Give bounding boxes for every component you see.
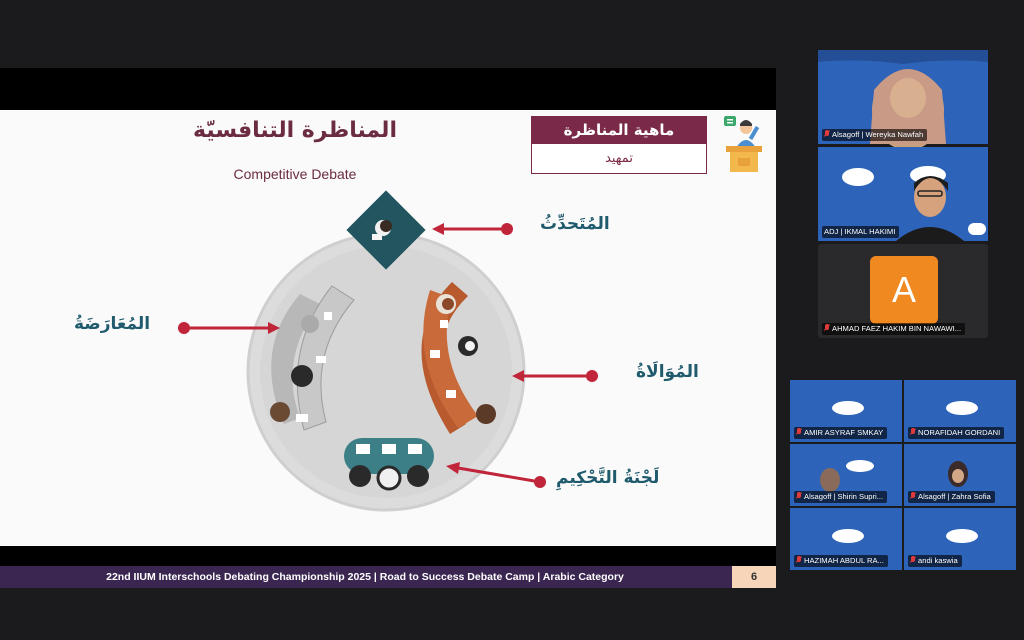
participant-tile-amir[interactable] [790,380,902,442]
mic-muted-icon [910,556,916,564]
judges-table [344,438,434,489]
participant-tile-wereyka[interactable] [818,50,988,144]
participant-tile-andi[interactable] [904,508,1016,570]
arrow-speaker [432,223,513,235]
participant-name: Alsagoff | Wereyka Nawfah [822,129,927,141]
participant-name: andi kaswia [908,555,962,567]
participant-name: ADJ | IKMAL HAKIMI [822,226,899,238]
participant-name: Alsagoff | Shirin Supri... [794,491,887,503]
participant-name: AMIR ASYRAF SMKAY [794,427,887,439]
page-number: 6 [732,566,776,588]
participant-name: Alsagoff | Zahra Sofia [908,491,995,503]
participant-tile-hazimah[interactable] [790,508,902,570]
participant-tile-zahra[interactable] [904,444,1016,506]
role-label-opposition: المُعَارَضَةُ [74,314,151,334]
shared-slide [0,68,776,583]
participant-tile-ahmad[interactable] [818,244,988,338]
mic-muted-icon [824,130,830,138]
section-subheading: تمهيد [605,151,633,166]
participant-tile-shirin[interactable] [790,444,902,506]
participant-name: NORAFIDAH GORDANI [908,427,1004,439]
avatar: A [870,256,938,324]
mic-muted-icon [910,492,916,500]
role-label-judges: لَجْنَةُ التَّحْكِيمِ [556,468,660,488]
mic-muted-icon [796,428,802,436]
slide-footer [0,566,776,588]
participant-name: HAZIMAH ABDUL RA... [794,555,888,567]
slide-body [0,110,776,583]
slide-title-english: Competitive Debate [233,166,357,182]
mic-muted-icon [796,492,802,500]
role-label-government: المُوَالَاةُ [636,362,699,382]
role-label-speaker: المُتَحدِّثُ [540,214,610,234]
section-heading: ماهية المناظرة [532,117,706,144]
participant-tile-norafidah[interactable] [904,380,1016,442]
mic-muted-icon [824,324,830,332]
participant-tile-ikmal[interactable] [818,147,988,241]
mic-muted-icon [796,556,802,564]
footer-text: 22nd IIUM Interschools Debating Championship 2025 | Road to Success Debate Camp | Arabic Category [106,571,624,583]
mic-muted-icon [910,428,916,436]
participant-name: AHMAD FAEZ HAKIM BIN NAWAWI... [822,323,965,335]
slide-title-arabic: المناظرة التنافسيّة [193,118,397,143]
